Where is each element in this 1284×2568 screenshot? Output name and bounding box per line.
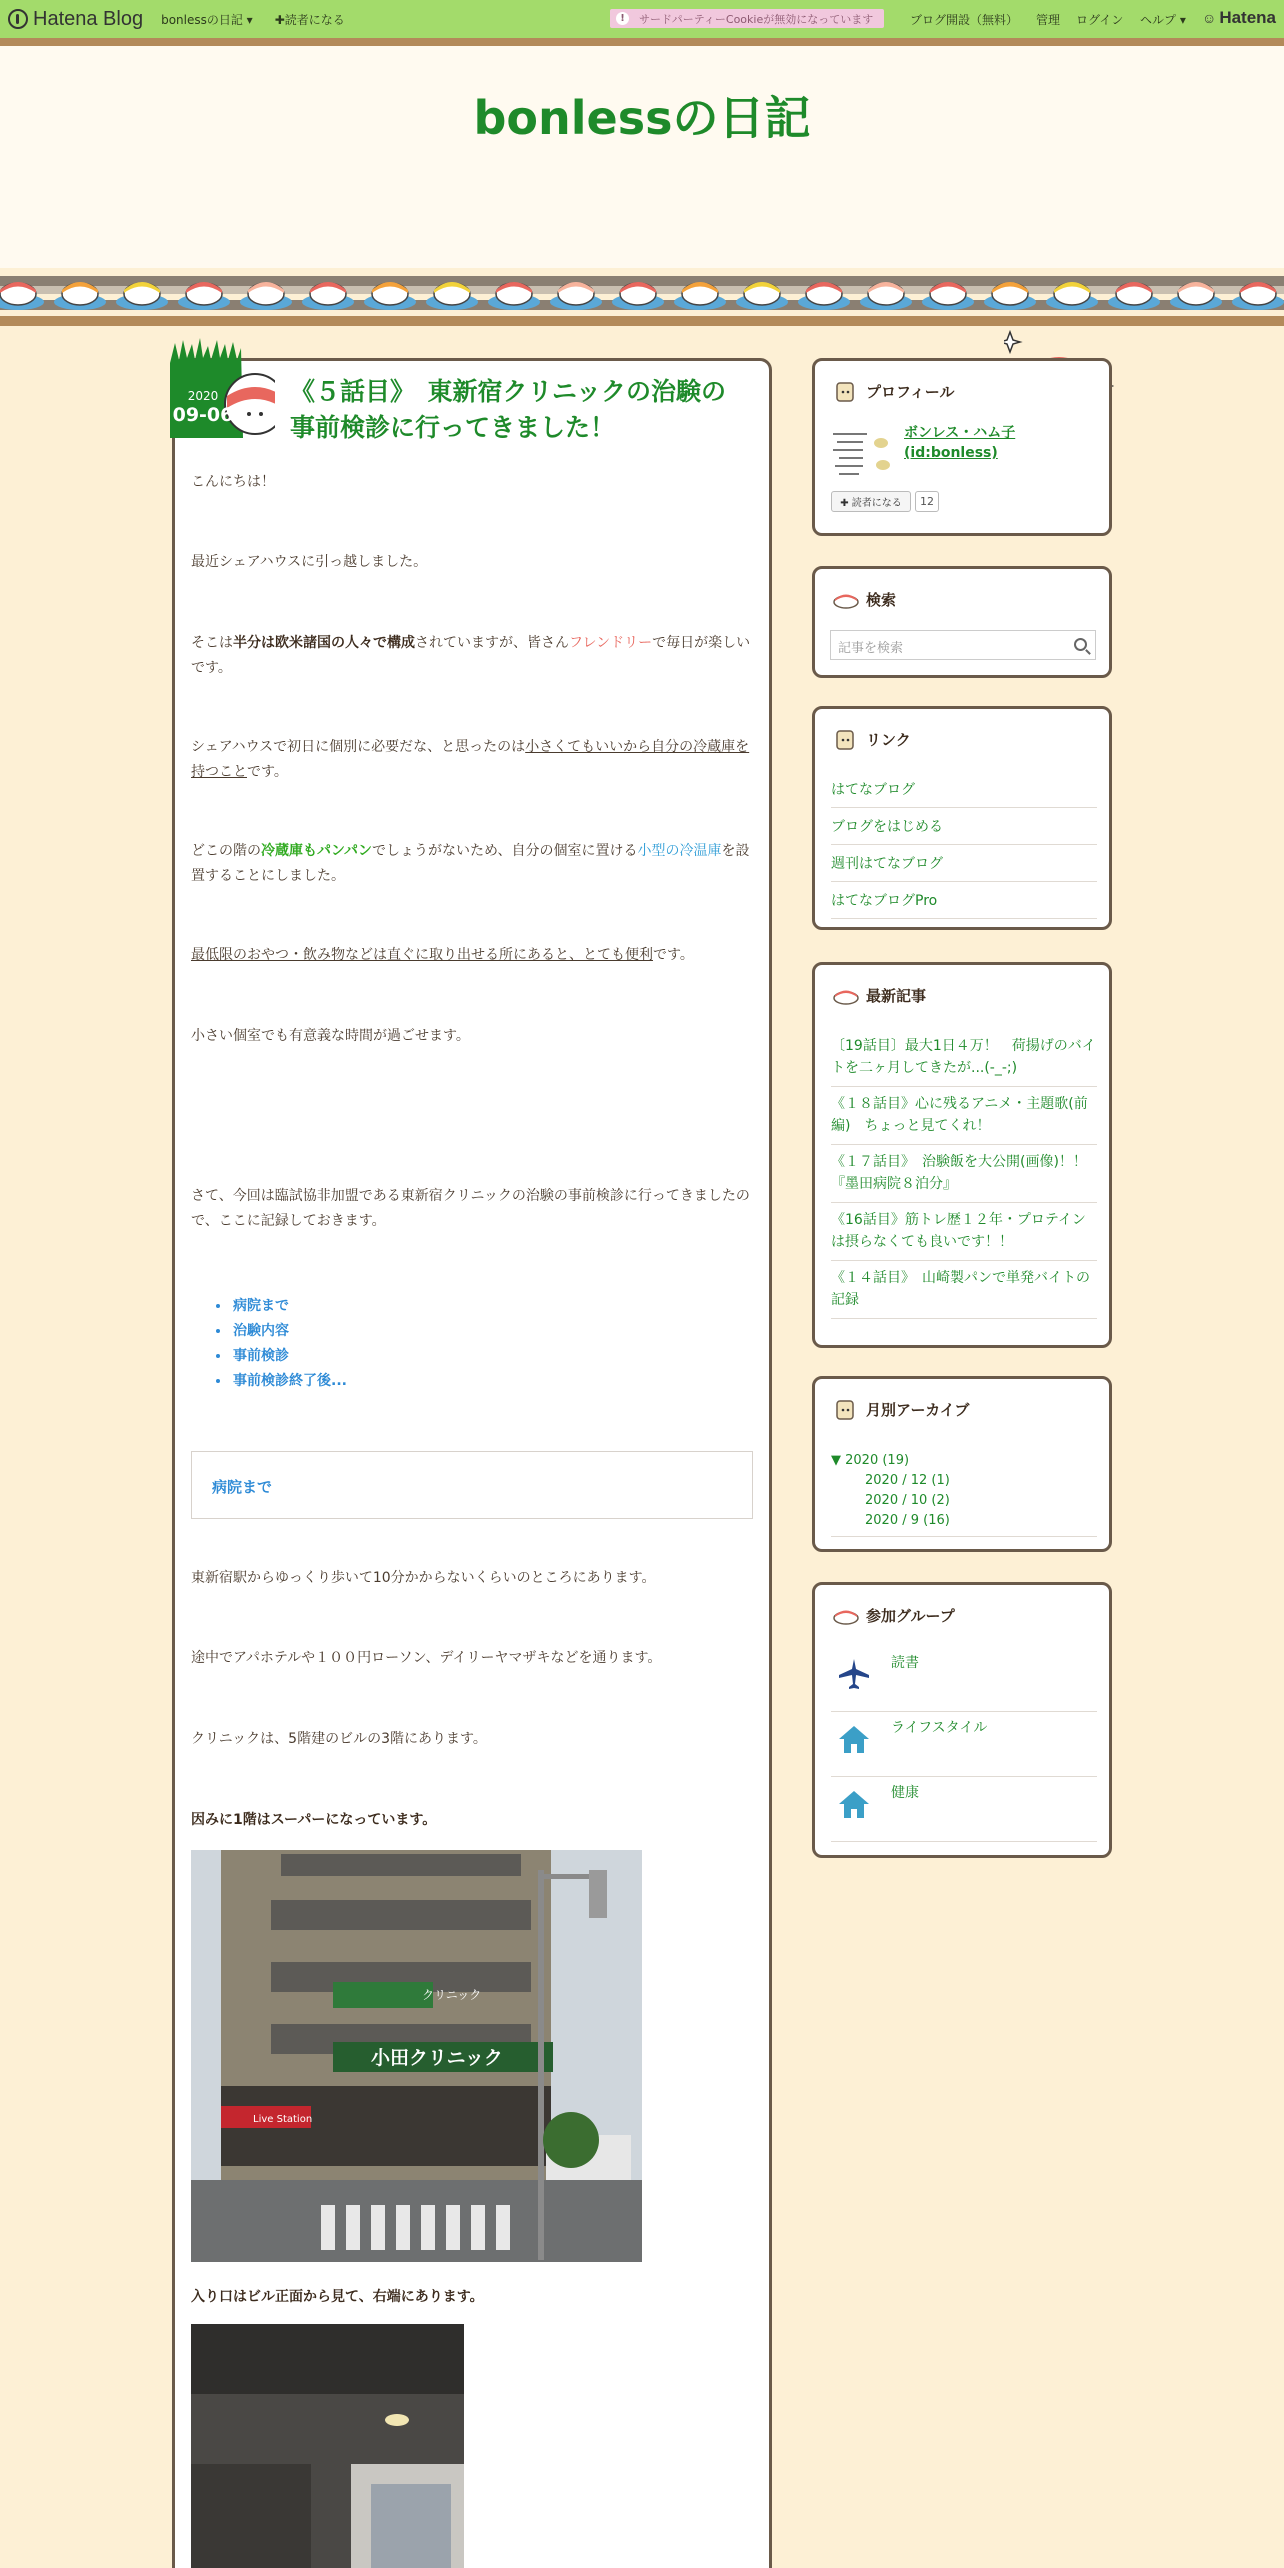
sushi-icon: [832, 983, 860, 1007]
house-icon: [837, 1787, 871, 1821]
group-health[interactable]: [831, 1777, 1097, 1842]
entry-date[interactable]: [168, 389, 238, 426]
recent-entries-module: [812, 962, 1112, 1348]
link-start-blog[interactable]: ブログをはじめる: [831, 808, 1097, 845]
global-header: [0, 0, 1284, 38]
groups-module: [812, 1582, 1112, 1858]
archive-month[interactable]: 2020 / 12 (1): [865, 1473, 950, 1488]
blog-header: [0, 46, 1284, 268]
link-hatena-blog[interactable]: はてなブログ: [831, 771, 1097, 808]
paragraph: さて、今回は臨試協非加盟である東新宿クリニックの治験の事前検診に行ってきましたので、ここに記録しておきます。: [191, 1188, 750, 1229]
module-heading: 最新記事: [832, 983, 926, 1007]
highlight-text: 冷蔵庫もパンパン: [261, 843, 373, 859]
module-heading: プロフィール: [832, 379, 955, 403]
hatena-blog-logo[interactable]: [8, 8, 143, 31]
highlight-text: フレンドリー: [569, 635, 653, 651]
recent-entry-link[interactable]: 《１７話目》 治験飯を大公開(画像)！！『墨田病院８泊分』: [831, 1145, 1097, 1203]
paragraph: 最近シェアハウスに引っ越しました。: [191, 554, 428, 570]
paragraph: シェアハウスで初日に個別に必要だな、と思ったのは小さくてもいいから自分の冷蔵庫を持つことです。: [191, 739, 750, 780]
toc-item-trial[interactable]: • 治験内容: [231, 1319, 347, 1344]
paragraph: こんにちは！: [191, 474, 275, 490]
toc-item-checkup[interactable]: • 事前検診: [231, 1344, 347, 1369]
section-heading: 病院まで: [191, 1451, 753, 1519]
cookie-notice-text: サードパーティーCookieが無効になっています: [639, 12, 874, 26]
group-label: 読書: [891, 1655, 919, 1671]
hatena-icon: ☺: [1202, 10, 1217, 26]
recent-entry-link[interactable]: 《１４話目》 山崎製パンで単発バイトの記録: [831, 1261, 1097, 1319]
bold-text: 因みに1階はスーパーになっています。: [191, 1812, 437, 1828]
module-heading: 月別アーカイブ: [832, 1397, 969, 1421]
entry-title[interactable]: 《５話目》 東新宿クリニックの治験の事前検診に行ってきました！: [290, 377, 727, 443]
paragraph: どこの階の冷蔵庫もパンパンでしょうがないため、自分の個室に置ける小型の冷温庫を設置することにしました。: [191, 843, 750, 884]
group-lifestyle[interactable]: [831, 1712, 1097, 1777]
sushi-border-illustration: [0, 262, 1284, 322]
entry-date-monthday: 09-06: [172, 404, 234, 426]
cup-icon: [832, 727, 860, 751]
links-list: [831, 771, 1097, 919]
module-heading: 参加グループ: [832, 1603, 955, 1627]
sign-live-station: Live Station: [253, 2114, 313, 2125]
paragraph: 小さい個室でも有意義な時間が過ごせます。: [191, 1028, 470, 1044]
profile-id: (id:bonless): [904, 445, 998, 462]
brand-label: Hatena Blog: [33, 7, 144, 30]
toc-item-hospital[interactable]: • 病院まで: [231, 1294, 347, 1319]
login-link[interactable]: ログイン: [1076, 12, 1124, 27]
clinic-entrance-photo: [191, 2324, 464, 2568]
open-blog-link[interactable]: ブログ開設（無料）: [910, 12, 1019, 27]
toc-item-after[interactable]: • 事前検診終了後...: [231, 1369, 347, 1394]
table-of-contents: [231, 1294, 347, 1394]
recent-entry-link[interactable]: 〔19話目〕最大1日４万！ 荷揚げのバイトを二ヶ月してきたが...(-_-;): [831, 1029, 1097, 1087]
link-weekly-hatena[interactable]: 週刊はてなブログ: [831, 845, 1097, 882]
links-module: [812, 706, 1112, 930]
sign-clinic-small: クリニック: [422, 1988, 482, 2002]
paragraph: そこは半分は欧米諸国の人々で構成されていますが、皆さんフレンドリーで毎日が楽しいです。: [191, 635, 751, 676]
search-icon[interactable]: [1074, 638, 1087, 651]
help-dropdown[interactable]: ヘルプ ▾: [1140, 12, 1186, 27]
recent-list: [831, 1029, 1097, 1319]
bold-text: 入り口はビル正面から見て、右端にあります。: [191, 2289, 484, 2305]
underlined-text: 最低限のおやつ・飲み物などは直ぐに取り出せる所にあると、とても便利: [191, 947, 653, 963]
cup-icon: [832, 379, 860, 403]
header-strip: [0, 38, 1284, 46]
recent-entry-link[interactable]: 《１８話目》心に残るアニメ・主題歌(前編) ちょっと見てくれ！: [831, 1087, 1097, 1145]
paragraph: 途中でアパホテルや１００円ローソン、デイリーヤマザキなどを通ります。: [191, 1650, 662, 1666]
recent-entry-link[interactable]: 《16話目》筋トレ歴１２年・プロテインは摂らなくても良いです！！: [831, 1203, 1097, 1261]
group-reading[interactable]: [831, 1647, 1097, 1712]
divider: [831, 1536, 1097, 1537]
link-hatena-pro[interactable]: はてなブログPro: [831, 882, 1097, 919]
profile-avatar[interactable]: [831, 425, 893, 487]
hatena-logo[interactable]: [1202, 8, 1276, 28]
subscriber-count[interactable]: 12: [915, 491, 939, 512]
blog-menu-dropdown[interactable]: bonlessの日記 ▾: [161, 12, 253, 27]
module-heading: リンク: [832, 727, 911, 751]
profile-name: ボンレス・ハム子: [904, 425, 1016, 441]
module-heading: 検索: [832, 587, 896, 611]
sushi-icon: [832, 587, 860, 611]
profile-module: [812, 358, 1112, 536]
archive-list: [831, 1451, 950, 1531]
hatena-blog-icon: [8, 9, 28, 29]
sushi-icon: [832, 1603, 860, 1627]
bold-text: 半分は欧米諸国の人々で構成: [233, 635, 415, 651]
search-input[interactable]: 記事を検索: [830, 630, 1096, 660]
paragraph: 東新宿駅からゆっくり歩いて10分かからないくらいのところにあります。: [191, 1570, 656, 1586]
admin-link[interactable]: 管理: [1036, 12, 1061, 27]
warning-icon: !: [616, 12, 629, 25]
paragraph: 最低限のおやつ・飲み物などは直ぐに取り出せる所にあると、とても便利です。: [191, 947, 694, 963]
profile-name-link[interactable]: [904, 423, 1015, 464]
underlined-text: 小さくてもいいから自分の冷蔵庫を持つこと: [191, 739, 750, 780]
archive-month[interactable]: 2020 / 10 (2): [865, 1493, 950, 1508]
search-module: [812, 566, 1112, 678]
cookie-notice[interactable]: [610, 9, 884, 28]
highlight-text: 小型の冷温庫: [637, 843, 722, 859]
group-label: 健康: [891, 1785, 919, 1801]
house-icon: [837, 1722, 871, 1756]
airplane-icon: [837, 1657, 871, 1691]
archive-module: [812, 1376, 1112, 1552]
subscribe-link[interactable]: ✚読者になる: [274, 12, 345, 27]
paragraph: [191, 1808, 753, 1833]
clinic-building-photo: [191, 1850, 642, 2262]
sign-oda-clinic: 小田クリニック: [371, 2047, 503, 2069]
hatena-logo-text: Hatena: [1219, 8, 1276, 27]
archive-year-2020[interactable]: ▼ 2020 (19): [831, 1453, 910, 1468]
paragraph: [191, 2285, 753, 2310]
archive-month[interactable]: 2020 / 9 (16): [865, 1513, 950, 1528]
group-label: ライフスタイル: [891, 1720, 988, 1736]
blog-title[interactable]: bonlessの日記: [473, 91, 811, 145]
entry-date-year: 2020: [187, 389, 219, 403]
paragraph: クリニックは、5階建のビルの3階にあります。: [191, 1731, 487, 1747]
subscribe-button[interactable]: ✚ 読者になる: [831, 491, 911, 512]
cup-icon: [832, 1397, 860, 1421]
